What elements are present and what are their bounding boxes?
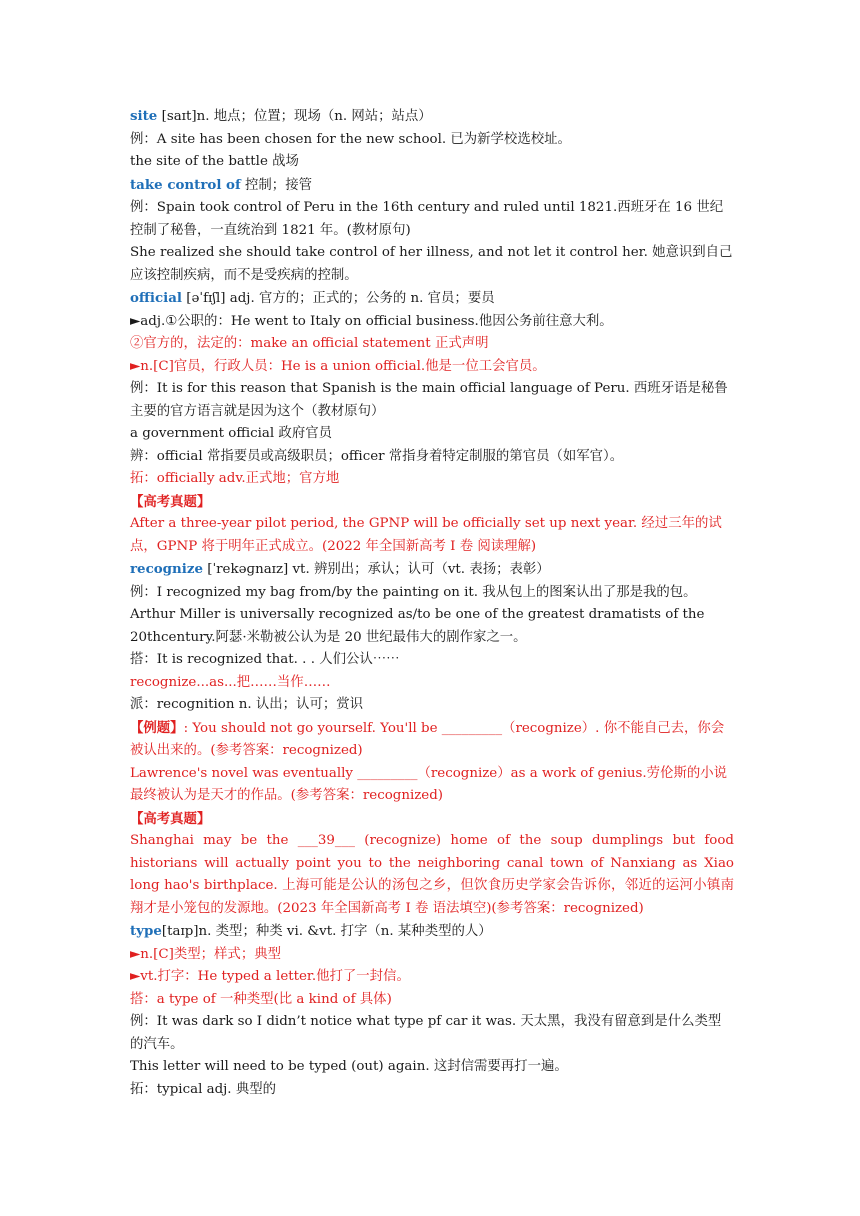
- example-type-1: 例：It was dark so I didn’t notice what type pf car it was. 天太黑，我没有留意到是什么类型的汽车。: [130, 1014, 722, 1052]
- vocabulary-document: [130, 105, 734, 1101]
- recognize-collocation: 搭：It is recognized that. . . 人们公认⋯⋯: [130, 652, 400, 667]
- entry-official-header: [130, 287, 734, 311]
- official-gaokao-tag: 【高考真题】: [130, 493, 211, 510]
- definition-official: [əˈfɪʃl] adj. 官方的；正式的；公务的 n. 官员；要员: [182, 291, 495, 306]
- recognize-example-2: Lawrence's novel was eventually _________（recognize）as a work of genius.劳伦斯的小说最终被认为是天才的作品。(参考答案：recognized): [130, 765, 728, 803]
- type-sense-2: ►vt.打字：He typed a letter.他打了一封信。: [130, 969, 410, 984]
- entry-type-header: [130, 920, 734, 944]
- entry-recognize-header: [130, 558, 734, 582]
- entry-site-header: [130, 105, 734, 129]
- official-sense-1: ►adj.①公职的：He went to Italy on official business.他因公务前往意大利。: [130, 313, 613, 329]
- example-recognize-2: Arthur Miller is universally recognized as/to be one of the greatest dramatists of the 20thcentury.阿瑟·米勒被公认为是 20 世纪最伟大的剧作家之一。: [130, 607, 705, 645]
- example-site-2: the site of the battle 战场: [130, 154, 299, 169]
- official-sense-3: ►n.[C]官员，行政人员：He is a union official.他是一位工会官员。: [130, 358, 546, 374]
- headword-recognize: recognize: [130, 561, 203, 577]
- definition-site: [saɪt]n. 地点；位置；现场（n. 网站；站点）: [157, 109, 432, 124]
- definition-type: [taɪp]n. 类型；种类 vi. &vt. 打字（n. 某种类型的人）: [161, 924, 492, 939]
- example-official-2: a government official 政府官员: [130, 426, 332, 441]
- entry-take-control-header: [130, 174, 734, 198]
- example-type-2: This letter will need to be typed (out) again. 这封信需要再打一遍。: [130, 1059, 568, 1074]
- recognize-gaokao-tag: 【高考真题】: [130, 810, 211, 827]
- type-collocation: 搭：a type of 一种类型(比 a kind of 具体): [130, 991, 392, 1007]
- definition-recognize: [ˈrekəɡnaɪz] vt. 辨别出；承认；认可（vt. 表扬；表彰）: [202, 562, 550, 577]
- headword-take-control: take control of: [130, 176, 241, 193]
- official-extend: 拓：officially adv.正式地；官方地: [130, 471, 340, 486]
- type-extend: 拓：typical adj. 典型的: [130, 1081, 276, 1097]
- example-recognize-1: 例：I recognized my bag from/by the painting on it. 我从包上的图案认出了那是我的包。: [130, 584, 697, 600]
- recognize-example-tag: 【例题】: [130, 719, 184, 736]
- headword-type: type: [130, 923, 162, 939]
- headword-official: official: [130, 290, 183, 306]
- official-distinguish: 辨：official 常指要员或高级职员；officer 常指身着特定制服的第官员（如军官）。: [130, 448, 624, 464]
- official-sense-2: ②官方的，法定的：make an official statement 正式声明: [130, 336, 489, 351]
- recognize-pattern: recognize...as...把……当作……: [130, 674, 331, 690]
- recognize-example-1-text: : You should not go yourself. You'll be _________（recognize）. 你不能自己去，你会被认出来的。(参考答案：recognized): [130, 720, 725, 758]
- recognize-gaokao-question: Shanghai may be the ___39___ (recognize) home of the soup dumplings but food historians will actually point you to the neighboring canal town of Nanxiang as Xiao long hao's birthplace. 上海可能是公认的汤包之乡，但饮食历史学家会告诉你，邻近的运河小镇南翔才是小笼包的发源地。(2023 年全国新高考 I 卷 语法填空)(参考答案：recognized): [130, 833, 734, 916]
- recognize-example-1: [130, 717, 734, 763]
- example-take-control-2: She realized she should take control of her illness, and not let it control her. 她意识到自己应该控制疾病，而不是受疾病的控制。: [130, 245, 733, 283]
- type-sense-1: ►n.[C]类型；样式；典型: [130, 946, 281, 962]
- example-take-control-1: 例：Spain took control of Peru in the 16th century and ruled until 1821.西班牙在 16 世纪控制了秘鲁，一直统治到 1821 年。(教材原句): [130, 200, 724, 238]
- official-gaokao-question: After a three-year pilot period, the GPNP will be officially set up next year. 经过三年的试点，GPNP 将于明年正式成立。(2022 年全国新高考 I 卷 阅读理解): [130, 516, 722, 554]
- example-official-1: 例：It is for this reason that Spanish is the main official language of Peru. 西班牙语是秘鲁主要的官方语言就是因为这个（教材原句）: [130, 381, 728, 419]
- headword-site: site: [130, 108, 158, 124]
- recognize-derive: 派：recognition n. 认出；认可；赏识: [130, 697, 364, 712]
- definition-take-control: 控制；接管: [240, 177, 312, 193]
- example-site-1: 例：A site has been chosen for the new school. 已为新学校选校址。: [130, 131, 571, 147]
